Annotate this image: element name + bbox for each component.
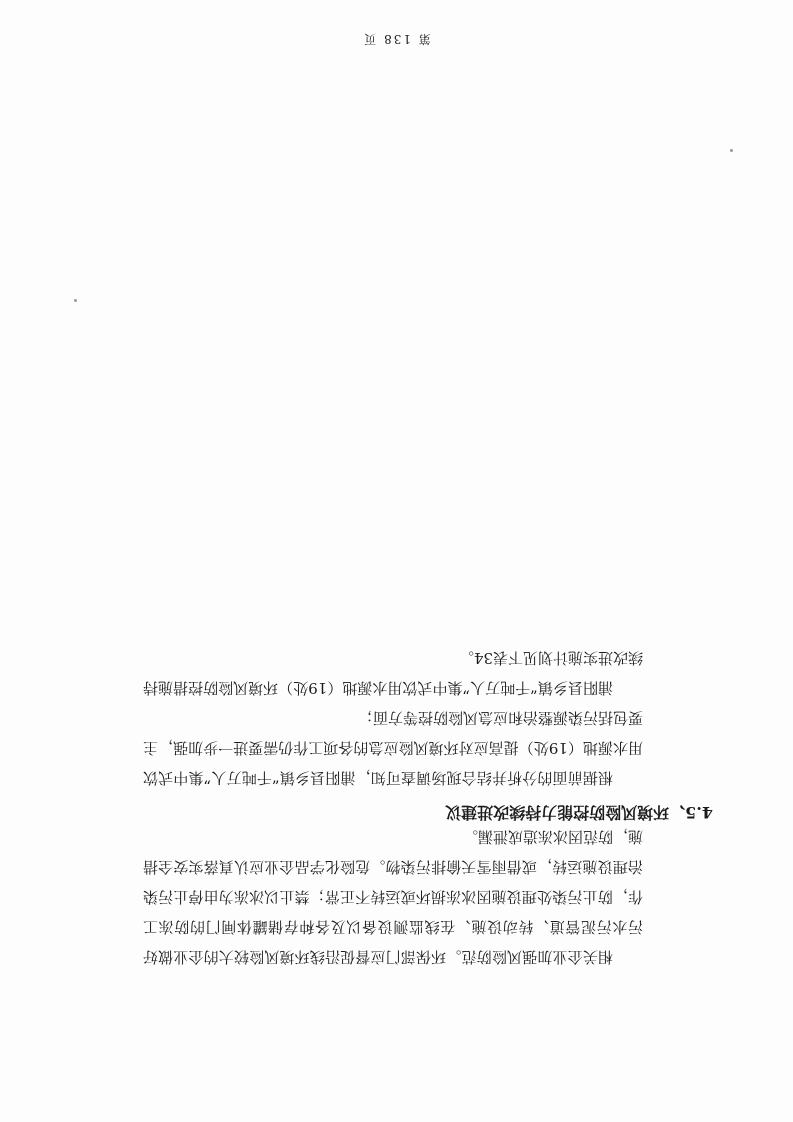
section-heading: 4.5、环境风险防控能力持续改进建议	[445, 803, 713, 822]
paragraph-improvement-plan: 浦阳县乡镇“千吨万人”集中式饮用水源地（19处）环境风险防控措施持续改进实施计划见下表34。	[143, 649, 643, 697]
scan-speck	[74, 299, 77, 302]
page-number: 第 138 页	[362, 32, 431, 46]
paragraph-analysis: 根据前面的分析并结合现场调查可知，浦阳县乡镇“千吨万人”集中式饮用水源地（19处）提高应对环境风险应急的各项工作仍需要进一步加强，主要包括污染源整治和应急风险防控等方面；	[143, 709, 643, 787]
scan-speck	[730, 149, 733, 152]
paragraph-risk-prevention: 相关企业加强风险防范。环保部门应督促沿线环境风险较大的企业做好污水污泥管道、转动设施、在线监测设备以及各种存储罐体闸门的防冻工作，防止污染处理设施因冰冻损坏或运转不正常；禁止以冰冻为由停止污染治理设施运转，或借雨雪天偷排污染物。危险化学品企业应认真落实安全措施，防范因冰冻造成泄漏。	[143, 828, 643, 966]
